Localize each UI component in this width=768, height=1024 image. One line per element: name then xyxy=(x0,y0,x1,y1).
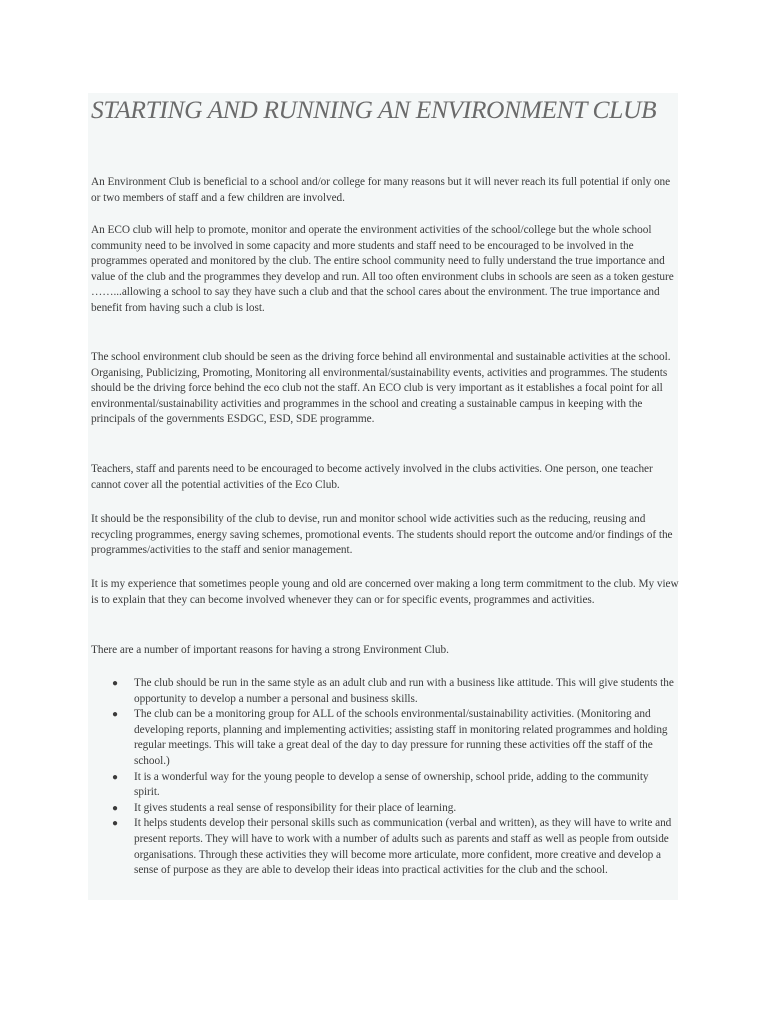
document-body xyxy=(88,93,678,900)
bullet-icon: ● xyxy=(112,818,118,830)
document-title: STARTING AND RUNNING AN ENVIRONMENT CLUB xyxy=(91,95,657,124)
bullet-icon: ● xyxy=(112,709,118,721)
paragraph-intro: An Environment Club is beneficial to a school and/or college for many reasons but it will never reach its full potential if only one or two members of staff and a few children are involved. xyxy=(91,176,671,204)
title-wrapper xyxy=(91,93,671,126)
list-item xyxy=(88,816,678,878)
list-item-text: It is a wonderful way for the young people to develop a sense of ownership, school pride, adding to the community spirit. xyxy=(134,770,649,799)
paragraph-responsibility: It should be the responsibility of the club to devise, run and monitor school wide activities such as the reducing, reusing and recycling programmes, energy saving schemes, promotional events. The students should report the outcome and/or findings of the programmes/activities to the staff and senior management. xyxy=(91,513,673,557)
bullet-icon: ● xyxy=(112,802,118,814)
paragraph-experience: It is my experience that sometimes people young and old are concerned over making a long term commitment to the club. My view is to explain that they can become involved whenever they can or for specific events, programmes and activities. xyxy=(91,578,679,606)
paragraph-teachers: Teachers, staff and parents need to be encouraged to become actively involved in the clubs activities. One person, one teacher cannot cover all the potential activities of the Eco Club. xyxy=(91,463,653,491)
list-item-text: It helps students develop their personal skills such as communication (verbal and written), as they will have to write and present reports. They will have to work with a number of adults such as parents and staff as well as people from outside organisations. Through these activities they will become more articulate, more confident, more creative and develop a sense of purpose as they are able to develop their ideas into practical activities for the club and the school. xyxy=(134,817,672,877)
paragraph-eco-club: An ECO club will help to promote, monitor and operate the environment activities of the school/college but the whole school community need to be involved in some capacity and more students and staff need to be encouraged to be involved in the programmes operated and monitored by the club. The entire school community need to fully understand the true importance and value of the club and the programmes they develop and run. All too often environment clubs in schools are seen as a token gesture ……...allowing a school to say they have such a club and that the school cares about the environment. The true importance and benefit from having such a club is lost. xyxy=(91,224,674,314)
list-item xyxy=(88,707,678,769)
list-item-text: The club can be a monitoring group for ALL of the schools environmental/sustainability activities. (Monitoring and developing reports, planning and implementing activities; assisting staff in monitoring related programmes and holding regular meetings. This will take a great deal of the day to day pressure for running these activities off the staff of the school.) xyxy=(134,708,668,767)
bullet-icon: ● xyxy=(112,678,118,689)
list-item xyxy=(88,676,678,707)
list-item xyxy=(88,770,678,801)
list-item xyxy=(88,801,678,817)
paragraph-reasons: There are a number of important reasons for having a strong Environment Club. xyxy=(91,644,449,656)
list-item-text: The club should be run in the same style as an adult club and run with a business like attitude. This will give students the opportunity to develop a number a personal and business skills. xyxy=(134,677,674,705)
paragraph-driving-force: The school environment club should be seen as the driving force behind all environmental and sustainable activities at the school. Organising, Publicizing, Promoting, Monitoring all environmental/sustainability events, activities and programmes. The students should be the driving force behind the eco club not the staff. An ECO club is very important as it establishes a focal point for all environmental/sustainability activities and programmes in the school and creating a sustainable campus in keeping with the principals of the governments ESDGC, ESD, SDE programme. xyxy=(91,351,671,426)
bullet-icon: ● xyxy=(112,771,118,783)
list-item-text: It gives students a real sense of responsibility for their place of learning. xyxy=(134,801,457,814)
reasons-list xyxy=(88,676,678,879)
